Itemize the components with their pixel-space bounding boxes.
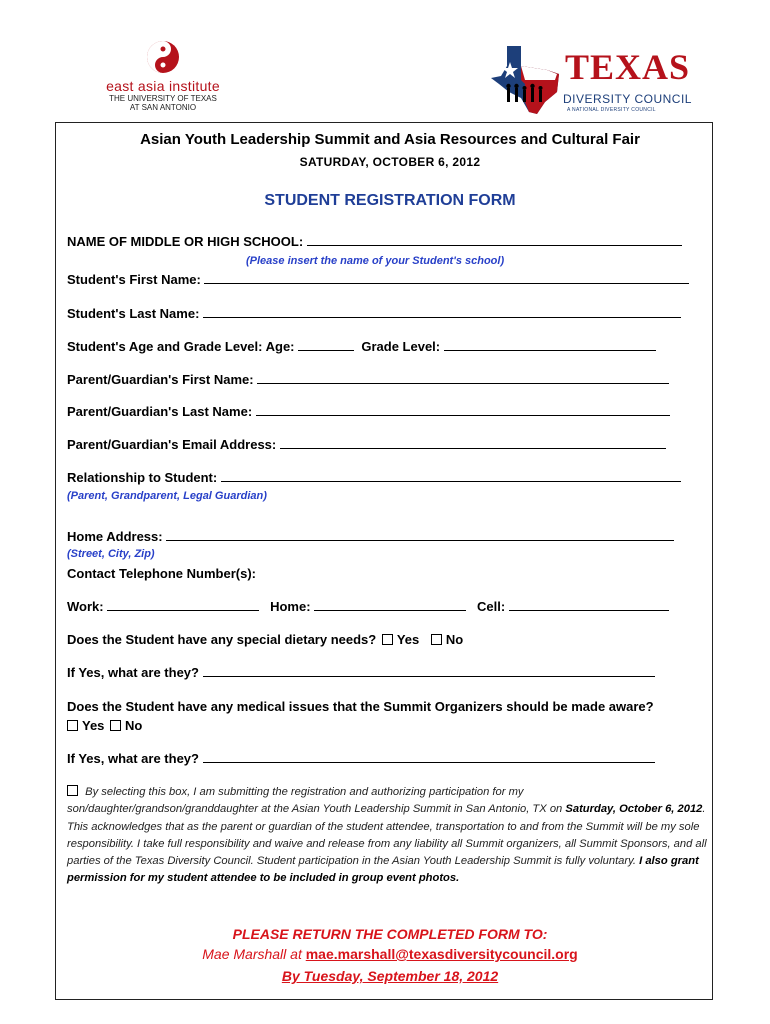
logo-diversity-council: DIVERSITY COUNCIL [563, 92, 692, 106]
work-label: Work: [67, 599, 104, 614]
parent-email-label: Parent/Guardian's Email Address: [67, 437, 277, 452]
phones-label: Contact Telephone Number(s): [67, 566, 256, 581]
logo-line-3: AT SAN ANTONIO [129, 103, 197, 112]
dietary-details-line[interactable] [203, 665, 655, 677]
return-name: Mae Marshall at [202, 946, 302, 962]
home-line[interactable] [314, 599, 466, 611]
age-line[interactable] [298, 339, 354, 351]
school-label: NAME OF MIDDLE OR HIGH SCHOOL: [67, 234, 304, 249]
home-label: Home: [270, 599, 311, 614]
dietary-label: Does the Student have any special dietary needs? [67, 632, 377, 647]
dietary-details-field[interactable] [67, 665, 655, 680]
dietary-yes-label: Yes [396, 632, 420, 647]
parent-last-field[interactable] [67, 404, 670, 419]
parent-first-line[interactable] [257, 372, 669, 384]
east-asia-institute-logo [88, 38, 238, 118]
texas-map-icon [485, 40, 565, 120]
return-deadline: By Tuesday, September 18, 2012 [281, 968, 499, 984]
first-name-field[interactable] [67, 272, 689, 287]
parent-last-label: Parent/Guardian's Last Name: [67, 404, 253, 419]
grade-label: Grade Level: [361, 339, 441, 354]
dietary-yes-checkbox[interactable] [382, 634, 393, 645]
parent-first-label: Parent/Guardian's First Name: [67, 372, 254, 387]
school-note: (Please insert the name of your Student's school) [246, 255, 505, 267]
dietary-question [67, 632, 463, 647]
dietary-ifyes-label: If Yes, what are they? [67, 665, 199, 680]
consent-part2: . This acknowledges that as the parent or guardian of the student attendee, transportation to and from the Summit will be my sole responsibility. I take full responsibility and waive and release from any liability all Summit organizers, all Summit Sponsors, and all parties of the Texas Diversity Council. Student participation in the Asian Youth Leadership Summit is fully voluntary. [67, 803, 707, 868]
medical-details-line[interactable] [203, 751, 655, 763]
return-email-link[interactable]: mae.marshall@texasdiversitycouncil.org [305, 946, 578, 962]
address-field[interactable] [67, 529, 674, 544]
medical-label: Does the Student have any medical issues that the Summit Organizers should be made aware? [67, 699, 654, 714]
logo-tagline: A NATIONAL DIVERSITY COUNCIL [567, 107, 656, 113]
dietary-no-label: No [445, 632, 464, 647]
logo-line-1: east asia institute [106, 78, 220, 94]
logo-texas: TEXAS [565, 47, 691, 87]
age-label: Student's Age and Grade Level: Age: [67, 339, 295, 354]
event-date: SATURDAY, OCTOBER 6, 2012 [299, 155, 481, 169]
consent-date: Saturday, October 6, 2012 [565, 803, 703, 816]
address-line[interactable] [166, 529, 674, 541]
return-heading: PLEASE RETURN THE COMPLETED FORM TO: [232, 926, 548, 942]
texas-diversity-council-logo [485, 40, 700, 120]
grade-line[interactable] [444, 339, 656, 351]
cell-label: Cell: [477, 599, 506, 614]
school-field[interactable] [67, 234, 682, 249]
consent-paragraph [67, 784, 717, 888]
medical-details-field[interactable] [67, 751, 655, 766]
parent-email-field[interactable] [67, 437, 666, 452]
cell-line[interactable] [509, 599, 669, 611]
medical-no-label: No [125, 718, 143, 733]
medical-ifyes-label: If Yes, what are they? [67, 751, 199, 766]
yin-yang-icon [126, 38, 200, 78]
medical-yes-checkbox[interactable] [67, 720, 78, 731]
address-note: (Street, City, Zip) [67, 548, 155, 560]
parent-last-line[interactable] [256, 404, 670, 416]
logo-line-2: THE UNIVERSITY OF TEXAS [109, 94, 217, 103]
last-name-line[interactable] [203, 306, 681, 318]
relationship-label: Relationship to Student: [67, 470, 218, 485]
dietary-no-checkbox[interactable] [431, 634, 442, 645]
parent-first-field[interactable] [67, 372, 669, 387]
first-name-label: Student's First Name: [67, 272, 201, 287]
event-title: Asian Youth Leadership Summit and Asia Resources and Cultural Fair [140, 131, 640, 148]
consent-part1: By selecting this box, I am submitting the registration and authorizing participation for my son/daughter/grandson/granddaughter at the Asian Youth Leadership Summit in San Antonio, TX on [67, 786, 563, 816]
relationship-field[interactable] [67, 470, 681, 485]
consent-photo-permission: I also grant permission for my student attendee to be included in group event photos. [67, 855, 699, 885]
form-title: STUDENT REGISTRATION FORM [264, 192, 516, 209]
medical-no-checkbox[interactable] [110, 720, 121, 731]
phone-fields[interactable] [67, 599, 669, 614]
relationship-line[interactable] [221, 470, 681, 482]
parent-email-line[interactable] [280, 437, 666, 449]
last-name-field[interactable] [67, 306, 681, 321]
medical-options [67, 718, 142, 733]
address-label: Home Address: [67, 529, 163, 544]
age-grade-field[interactable] [67, 339, 656, 354]
work-line[interactable] [107, 599, 259, 611]
school-line[interactable] [307, 234, 682, 246]
medical-yes-label: Yes [82, 718, 105, 733]
return-contact [55, 946, 725, 962]
last-name-label: Student's Last Name: [67, 306, 200, 321]
relationship-note: (Parent, Grandparent, Legal Guardian) [67, 490, 267, 502]
consent-checkbox[interactable] [67, 785, 78, 796]
first-name-line[interactable] [204, 272, 689, 284]
